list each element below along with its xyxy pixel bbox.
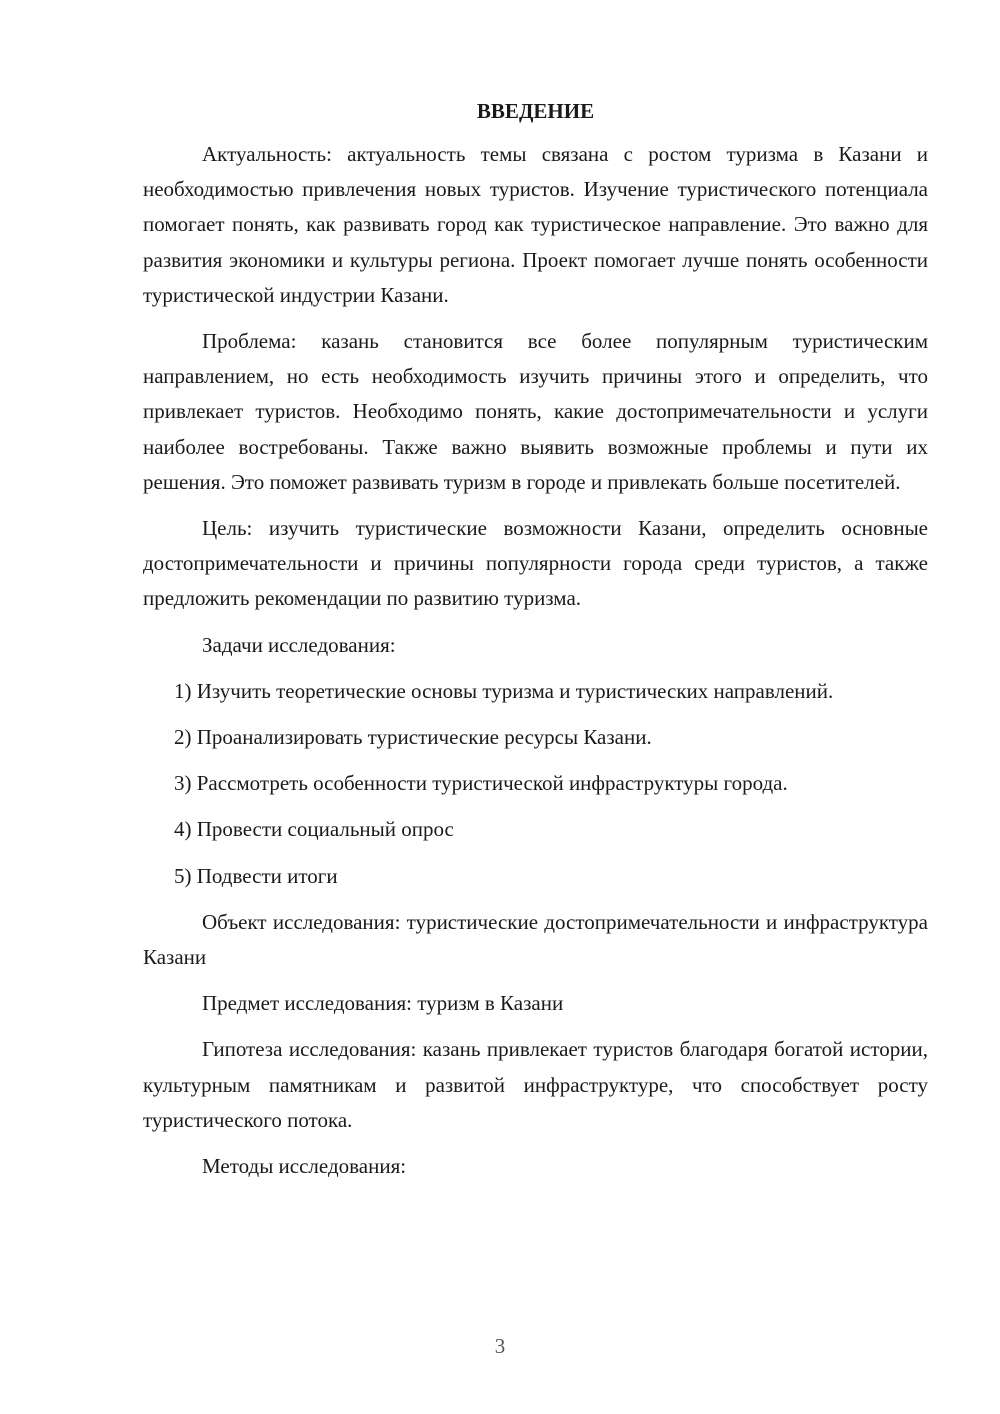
methods-heading: Методы исследования: [202,1154,407,1179]
paragraph-goal: Цель: изучить туристические возможности Казани, определить основные достопримечательности и причины популярности города среди туристов, а также предложить рекомендации по развитию туризма. [143,516,928,611]
paragraph-problem: Проблема: казань становится все более популярным туристическим направлением, но есть необходимость изучить причины этого и определить, что привлекает туристов. Необходимо понять, какие достопримечательности и услуги наиболее востребованы. Также важно выявить возможные проблемы и пути их решения. Это поможет развивать туризм в городе и привлекать больше посетителей. [143,329,928,494]
document-page [143,96,928,1195]
tasks-heading: Задачи исследования: [202,632,396,657]
task-item: 4) Провести социальный опрос [174,817,454,842]
task-item: 1) Изучить теоретические основы туризма и туристических направлений. [174,678,834,703]
tasks-list [143,674,928,894]
task-item: 5) Подвести итоги [174,863,338,888]
page-title: ВВЕДЕНИЕ [476,99,595,123]
paragraph-hypothesis: Гипотеза исследования: казань привлекает туристов благодаря богатой истории, культурным памятникам и развитой инфраструктуре, что способствует росту туристического потока. [143,1037,928,1132]
page-number: 3 [494,1334,506,1358]
paragraph-subject: Предмет исследования: туризм в Казани [202,991,564,1016]
paragraph-relevance: Актуальность: актуальность темы связана с ростом туризма в Казани и необходимостью привлечения новых туристов. Изучение туристического потенциала помогает понять, как развивать город как туристическое направление. Это важно для развития экономики и культуры региона. Проект помогает лучше понять особенности туристической индустрии Казани. [143,142,928,307]
paragraph-object: Объект исследования: туристические достопримечательности и инфраструктура Казани [143,909,928,970]
task-item: 3) Рассмотреть особенности туристической инфраструктуры города. [174,771,788,796]
task-item: 2) Проанализировать туристические ресурсы Казани. [174,725,652,750]
